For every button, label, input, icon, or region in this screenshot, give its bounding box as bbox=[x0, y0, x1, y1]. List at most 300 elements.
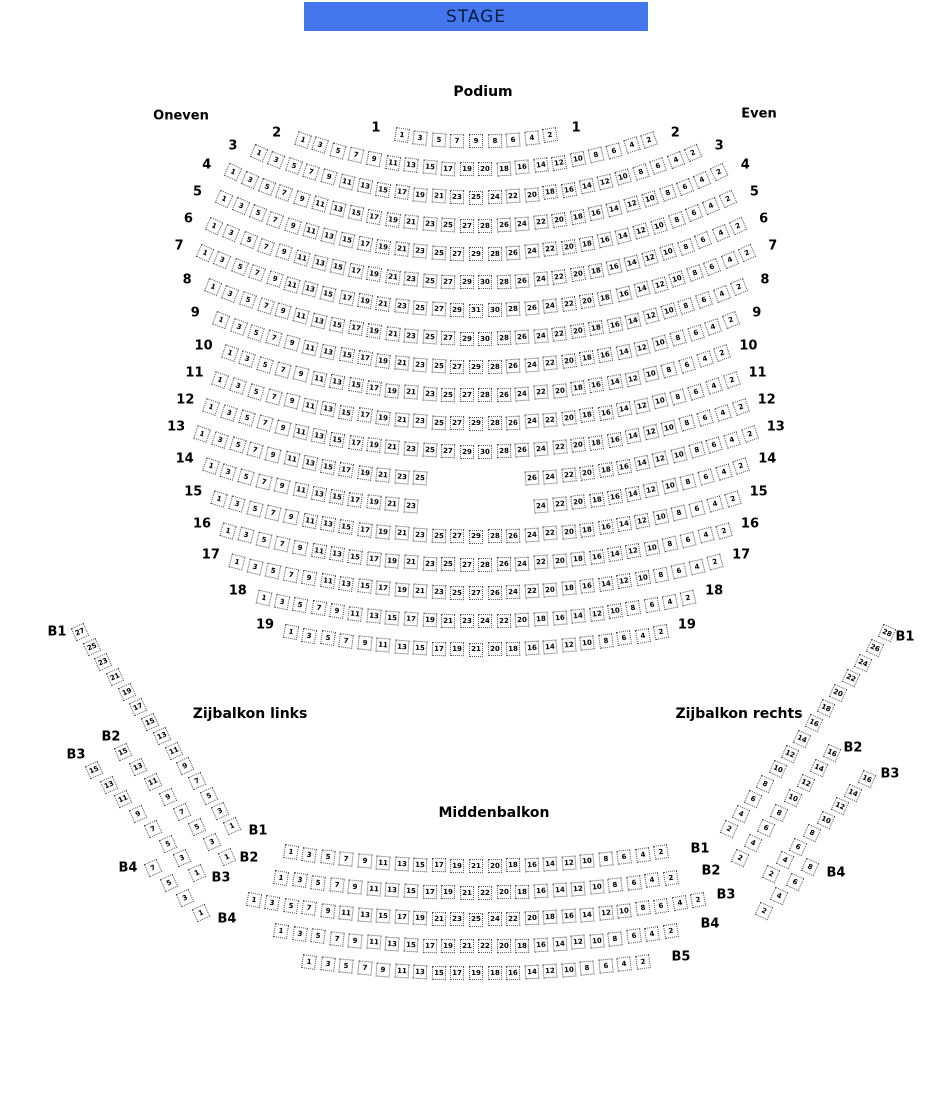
seat-podium-15-10[interactable]: 10 bbox=[652, 509, 669, 526]
seat-middenbalkon-B3-22[interactable]: 22 bbox=[506, 912, 520, 926]
seat-middenbalkon-B4-9[interactable]: 9 bbox=[348, 933, 363, 948]
seat-podium-8-30[interactable]: 30 bbox=[478, 332, 492, 346]
seat-podium-1-6[interactable]: 6 bbox=[506, 132, 521, 147]
seat-podium-15-28[interactable]: 28 bbox=[487, 529, 501, 543]
seat-podium-18-17[interactable]: 17 bbox=[403, 612, 418, 627]
seat-podium-5-20[interactable]: 20 bbox=[561, 239, 577, 255]
seat-podium-8-10[interactable]: 10 bbox=[660, 303, 677, 320]
seat-middenbalkon-B1-3[interactable]: 3 bbox=[301, 847, 317, 863]
seat-podium-6-1[interactable]: 1 bbox=[205, 216, 224, 235]
seat-podium-14-24[interactable]: 24 bbox=[534, 498, 549, 513]
seat-podium-5-27[interactable]: 27 bbox=[450, 246, 464, 260]
seat-podium-13-13[interactable]: 13 bbox=[301, 455, 318, 472]
seat-podium-8-17[interactable]: 17 bbox=[348, 320, 364, 336]
seat-podium-12-27[interactable]: 27 bbox=[441, 444, 455, 458]
seat-zijbalkon-links-B4-1[interactable]: 1 bbox=[192, 904, 210, 922]
seat-podium-12-12[interactable]: 12 bbox=[643, 424, 660, 441]
seat-podium-16-1[interactable]: 1 bbox=[219, 522, 236, 539]
seat-middenbalkon-B1-8[interactable]: 8 bbox=[598, 852, 613, 867]
seat-podium-10-25[interactable]: 25 bbox=[441, 387, 456, 402]
seat-podium-11-21[interactable]: 21 bbox=[394, 412, 409, 427]
seat-podium-5-25[interactable]: 25 bbox=[431, 245, 446, 260]
seat-podium-17-6[interactable]: 6 bbox=[671, 563, 688, 580]
seat-podium-7-31[interactable]: 31 bbox=[469, 304, 483, 318]
seat-podium-18-5[interactable]: 5 bbox=[292, 597, 308, 613]
seat-podium-18-23[interactable]: 23 bbox=[460, 614, 474, 628]
seat-podium-19-3[interactable]: 3 bbox=[301, 627, 317, 643]
seat-middenbalkon-B5-19[interactable]: 19 bbox=[469, 966, 483, 980]
seat-podium-1-4[interactable]: 4 bbox=[524, 130, 539, 145]
seat-podium-4-22[interactable]: 22 bbox=[533, 214, 548, 229]
seat-podium-10-26[interactable]: 26 bbox=[497, 387, 512, 402]
seat-zijbalkon-rechts-B2-6[interactable]: 6 bbox=[757, 819, 775, 837]
seat-podium-2-2[interactable]: 2 bbox=[640, 131, 658, 149]
seat-podium-10-6[interactable]: 6 bbox=[678, 356, 695, 373]
seat-podium-15-12[interactable]: 12 bbox=[634, 513, 650, 529]
seat-podium-8-12[interactable]: 12 bbox=[642, 308, 659, 325]
seat-middenbalkon-B4-6[interactable]: 6 bbox=[626, 929, 642, 945]
seat-zijbalkon-rechts-B1-4[interactable]: 4 bbox=[732, 805, 750, 823]
seat-podium-11-25[interactable]: 25 bbox=[431, 415, 446, 430]
seat-podium-10-9[interactable]: 9 bbox=[292, 366, 309, 383]
seat-podium-10-10[interactable]: 10 bbox=[643, 366, 660, 383]
seat-podium-4-2[interactable]: 2 bbox=[710, 163, 729, 182]
seat-zijbalkon-links-B1-5[interactable]: 5 bbox=[199, 787, 217, 805]
seat-podium-13-11[interactable]: 11 bbox=[283, 451, 300, 468]
seat-podium-2-17[interactable]: 17 bbox=[441, 161, 456, 176]
seat-middenbalkon-B5-13[interactable]: 13 bbox=[413, 965, 428, 980]
seat-podium-5-7[interactable]: 7 bbox=[266, 211, 284, 229]
seat-podium-5-17[interactable]: 17 bbox=[357, 236, 373, 252]
seat-podium-14-20[interactable]: 20 bbox=[570, 494, 586, 510]
seat-podium-8-13[interactable]: 13 bbox=[311, 312, 328, 329]
seat-podium-15-5[interactable]: 5 bbox=[247, 500, 264, 517]
seat-podium-4-25[interactable]: 25 bbox=[441, 218, 456, 233]
seat-podium-4-8[interactable]: 8 bbox=[659, 184, 677, 202]
seat-podium-10-23[interactable]: 23 bbox=[422, 386, 437, 401]
seat-podium-8-28[interactable]: 28 bbox=[497, 331, 512, 346]
seat-zijbalkon-links-B1-21[interactable]: 21 bbox=[106, 668, 124, 686]
seat-podium-13-15[interactable]: 15 bbox=[320, 459, 336, 475]
seat-podium-12-11[interactable]: 11 bbox=[292, 424, 309, 441]
seat-podium-12-23[interactable]: 23 bbox=[403, 442, 418, 457]
seat-podium-17-25[interactable]: 25 bbox=[450, 586, 464, 600]
seat-middenbalkon-B2-15[interactable]: 15 bbox=[404, 884, 419, 899]
seat-podium-12-4[interactable]: 4 bbox=[714, 404, 732, 422]
seat-podium-13-4[interactable]: 4 bbox=[723, 431, 741, 449]
seat-podium-9-27[interactable]: 27 bbox=[450, 360, 464, 374]
seat-middenbalkon-B2-14[interactable]: 14 bbox=[552, 883, 567, 898]
seat-podium-17-26[interactable]: 26 bbox=[487, 586, 501, 600]
seat-podium-11-15[interactable]: 15 bbox=[338, 405, 354, 421]
seat-zijbalkon-rechts-B2-12[interactable]: 12 bbox=[796, 774, 814, 792]
seat-podium-12-8[interactable]: 8 bbox=[679, 415, 696, 432]
seat-podium-15-29[interactable]: 29 bbox=[469, 530, 483, 544]
seat-podium-12-13[interactable]: 13 bbox=[311, 428, 327, 444]
seat-podium-16-18[interactable]: 18 bbox=[570, 551, 585, 566]
seat-middenbalkon-B5-18[interactable]: 18 bbox=[487, 966, 501, 980]
seat-middenbalkon-B3-16[interactable]: 16 bbox=[561, 909, 576, 924]
seat-middenbalkon-B2-7[interactable]: 7 bbox=[329, 877, 344, 892]
seat-podium-15-23[interactable]: 23 bbox=[413, 527, 428, 542]
seat-podium-9-25[interactable]: 25 bbox=[431, 359, 446, 374]
seat-podium-4-20[interactable]: 20 bbox=[551, 212, 567, 228]
seat-podium-2-16[interactable]: 16 bbox=[515, 160, 530, 175]
seat-podium-12-17[interactable]: 17 bbox=[348, 435, 364, 451]
seat-podium-12-16[interactable]: 16 bbox=[607, 432, 623, 448]
seat-podium-14-4[interactable]: 4 bbox=[715, 463, 732, 480]
seat-podium-6-28[interactable]: 28 bbox=[497, 274, 512, 289]
seat-middenbalkon-B4-7[interactable]: 7 bbox=[329, 931, 344, 946]
seat-zijbalkon-links-B3-11[interactable]: 11 bbox=[114, 790, 132, 808]
seat-middenbalkon-B2-22[interactable]: 22 bbox=[478, 886, 492, 900]
seat-podium-8-9[interactable]: 9 bbox=[275, 303, 292, 320]
seat-podium-18-2[interactable]: 2 bbox=[680, 589, 697, 606]
seat-middenbalkon-B1-17[interactable]: 17 bbox=[432, 858, 446, 872]
seat-podium-4-4[interactable]: 4 bbox=[693, 170, 711, 188]
seat-middenbalkon-B4-22[interactable]: 22 bbox=[478, 939, 492, 953]
seat-zijbalkon-rechts-B1-12[interactable]: 12 bbox=[781, 744, 799, 762]
seat-zijbalkon-rechts-B2-8[interactable]: 8 bbox=[770, 804, 788, 822]
seat-podium-18-24[interactable]: 24 bbox=[478, 614, 492, 628]
seat-podium-11-11[interactable]: 11 bbox=[302, 397, 319, 414]
seat-zijbalkon-links-B1-17[interactable]: 17 bbox=[129, 697, 147, 715]
seat-podium-4-12[interactable]: 12 bbox=[623, 196, 640, 213]
seat-zijbalkon-links-B1-23[interactable]: 23 bbox=[94, 653, 112, 671]
seat-middenbalkon-B5-17[interactable]: 17 bbox=[450, 966, 464, 980]
seat-podium-2-9[interactable]: 9 bbox=[366, 151, 382, 167]
seat-podium-15-21[interactable]: 21 bbox=[394, 526, 409, 541]
seat-podium-7-6[interactable]: 6 bbox=[703, 258, 721, 276]
seat-podium-8-19[interactable]: 19 bbox=[366, 323, 382, 339]
seat-podium-15-2[interactable]: 2 bbox=[724, 490, 741, 507]
seat-podium-17-13[interactable]: 13 bbox=[338, 576, 354, 592]
seat-podium-19-5[interactable]: 5 bbox=[320, 630, 336, 646]
seat-middenbalkon-B5-11[interactable]: 11 bbox=[394, 964, 409, 979]
seat-podium-9-5[interactable]: 5 bbox=[248, 324, 266, 342]
seat-zijbalkon-rechts-B3-14[interactable]: 14 bbox=[844, 783, 862, 801]
seat-podium-7-10[interactable]: 10 bbox=[669, 270, 687, 288]
seat-podium-7-22[interactable]: 22 bbox=[561, 296, 577, 312]
seat-podium-13-19[interactable]: 19 bbox=[357, 465, 373, 481]
seat-podium-3-9[interactable]: 9 bbox=[320, 169, 337, 186]
seat-zijbalkon-links-B1-9[interactable]: 9 bbox=[176, 757, 194, 775]
seat-podium-5-12[interactable]: 12 bbox=[633, 222, 650, 239]
seat-podium-2-1[interactable]: 1 bbox=[294, 131, 312, 149]
seat-podium-9-3[interactable]: 3 bbox=[230, 318, 248, 336]
seat-podium-5-23[interactable]: 23 bbox=[413, 244, 428, 259]
seat-podium-17-14[interactable]: 14 bbox=[598, 576, 614, 592]
seat-podium-2-8[interactable]: 8 bbox=[587, 147, 604, 164]
seat-podium-19-7[interactable]: 7 bbox=[338, 633, 354, 649]
seat-podium-18-13[interactable]: 13 bbox=[366, 608, 381, 623]
seat-podium-9-23[interactable]: 23 bbox=[413, 357, 428, 372]
seat-podium-13-24[interactable]: 24 bbox=[543, 469, 558, 484]
seat-podium-6-8[interactable]: 8 bbox=[677, 238, 695, 256]
seat-podium-3-25[interactable]: 25 bbox=[469, 191, 483, 205]
seat-middenbalkon-B1-15[interactable]: 15 bbox=[413, 857, 428, 872]
seat-podium-16-11[interactable]: 11 bbox=[311, 543, 327, 559]
seat-middenbalkon-B5-3[interactable]: 3 bbox=[320, 957, 336, 973]
seat-middenbalkon-B1-12[interactable]: 12 bbox=[561, 855, 576, 870]
seat-zijbalkon-rechts-B1-8[interactable]: 8 bbox=[756, 775, 774, 793]
seat-podium-4-21[interactable]: 21 bbox=[403, 214, 418, 229]
seat-podium-1-8[interactable]: 8 bbox=[487, 133, 502, 148]
seat-middenbalkon-B3-11[interactable]: 11 bbox=[338, 905, 353, 920]
seat-podium-6-10[interactable]: 10 bbox=[659, 244, 677, 262]
seat-middenbalkon-B3-8[interactable]: 8 bbox=[635, 901, 651, 917]
seat-podium-11-17[interactable]: 17 bbox=[357, 408, 373, 424]
seat-podium-8-8[interactable]: 8 bbox=[678, 297, 696, 315]
seat-podium-9-22[interactable]: 22 bbox=[543, 355, 558, 370]
seat-podium-8-14[interactable]: 14 bbox=[624, 312, 641, 329]
seat-podium-8-6[interactable]: 6 bbox=[695, 291, 713, 309]
seat-podium-16-20[interactable]: 20 bbox=[552, 553, 567, 568]
seat-podium-8-11[interactable]: 11 bbox=[293, 308, 310, 325]
seat-podium-18-3[interactable]: 3 bbox=[274, 593, 291, 610]
seat-podium-5-28[interactable]: 28 bbox=[487, 246, 501, 260]
seat-zijbalkon-links-B2-13[interactable]: 13 bbox=[129, 758, 147, 776]
seat-podium-16-22[interactable]: 22 bbox=[534, 555, 549, 570]
seat-zijbalkon-rechts-B3-2[interactable]: 2 bbox=[762, 865, 780, 883]
seat-middenbalkon-B3-19[interactable]: 19 bbox=[413, 911, 428, 926]
seat-podium-11-9[interactable]: 9 bbox=[283, 393, 300, 410]
seat-podium-15-20[interactable]: 20 bbox=[561, 524, 576, 539]
seat-podium-19-2[interactable]: 2 bbox=[653, 624, 669, 640]
seat-middenbalkon-B5-2[interactable]: 2 bbox=[635, 954, 651, 970]
seat-podium-8-4[interactable]: 4 bbox=[713, 285, 731, 303]
seat-middenbalkon-B1-14[interactable]: 14 bbox=[543, 856, 558, 871]
seat-zijbalkon-links-B2-7[interactable]: 7 bbox=[173, 803, 191, 821]
seat-podium-8-26[interactable]: 26 bbox=[515, 330, 530, 345]
seat-middenbalkon-B5-9[interactable]: 9 bbox=[376, 962, 391, 977]
seat-middenbalkon-B2-6[interactable]: 6 bbox=[626, 875, 642, 891]
seat-podium-13-26[interactable]: 26 bbox=[524, 471, 539, 486]
seat-podium-11-4[interactable]: 4 bbox=[705, 377, 723, 395]
seat-zijbalkon-rechts-B3-12[interactable]: 12 bbox=[830, 797, 848, 815]
seat-middenbalkon-B3-13[interactable]: 13 bbox=[357, 907, 372, 922]
seat-podium-13-5[interactable]: 5 bbox=[229, 436, 246, 453]
seat-middenbalkon-B2-18[interactable]: 18 bbox=[515, 885, 530, 900]
seat-podium-13-8[interactable]: 8 bbox=[688, 442, 705, 459]
seat-podium-11-7[interactable]: 7 bbox=[265, 388, 282, 405]
seat-podium-16-7[interactable]: 7 bbox=[274, 536, 291, 553]
seat-middenbalkon-B4-16[interactable]: 16 bbox=[534, 937, 549, 952]
seat-podium-12-15[interactable]: 15 bbox=[329, 432, 345, 448]
seat-podium-16-14[interactable]: 14 bbox=[607, 546, 623, 562]
seat-podium-16-16[interactable]: 16 bbox=[589, 549, 605, 565]
seat-podium-19-18[interactable]: 18 bbox=[506, 642, 521, 657]
seat-podium-9-19[interactable]: 19 bbox=[375, 353, 391, 369]
seat-podium-4-27[interactable]: 27 bbox=[460, 219, 474, 233]
seat-podium-14-18[interactable]: 18 bbox=[589, 492, 605, 508]
seat-podium-5-3[interactable]: 3 bbox=[231, 197, 249, 215]
seat-podium-5-29[interactable]: 29 bbox=[469, 247, 483, 261]
seat-podium-14-5[interactable]: 5 bbox=[238, 468, 255, 485]
seat-middenbalkon-B3-6[interactable]: 6 bbox=[653, 898, 669, 914]
seat-middenbalkon-B3-1[interactable]: 1 bbox=[246, 892, 262, 908]
seat-podium-7-30[interactable]: 30 bbox=[487, 303, 501, 317]
seat-zijbalkon-links-B2-1[interactable]: 1 bbox=[218, 848, 236, 866]
seat-podium-5-15[interactable]: 15 bbox=[338, 232, 355, 249]
seat-middenbalkon-B5-14[interactable]: 14 bbox=[524, 965, 539, 980]
seat-podium-14-12[interactable]: 12 bbox=[643, 482, 660, 499]
seat-podium-15-1[interactable]: 1 bbox=[211, 490, 228, 507]
seat-middenbalkon-B3-3[interactable]: 3 bbox=[264, 895, 280, 911]
seat-podium-10-20[interactable]: 20 bbox=[552, 383, 567, 398]
seat-podium-17-12[interactable]: 12 bbox=[616, 573, 632, 589]
seat-podium-8-27[interactable]: 27 bbox=[441, 331, 456, 346]
seat-podium-3-18[interactable]: 18 bbox=[542, 185, 558, 201]
seat-podium-12-25[interactable]: 25 bbox=[422, 443, 437, 458]
seat-podium-9-8[interactable]: 8 bbox=[669, 329, 686, 346]
seat-podium-14-16[interactable]: 16 bbox=[607, 489, 623, 505]
seat-podium-16-24[interactable]: 24 bbox=[515, 556, 530, 571]
seat-zijbalkon-rechts-B2-14[interactable]: 14 bbox=[810, 759, 828, 777]
seat-podium-6-11[interactable]: 11 bbox=[293, 249, 310, 266]
seat-podium-10-24[interactable]: 24 bbox=[515, 386, 530, 401]
seat-podium-12-26[interactable]: 26 bbox=[515, 443, 530, 458]
seat-middenbalkon-B4-21[interactable]: 21 bbox=[460, 939, 474, 953]
seat-podium-13-7[interactable]: 7 bbox=[247, 442, 264, 459]
seat-podium-5-18[interactable]: 18 bbox=[579, 236, 595, 252]
seat-podium-11-24[interactable]: 24 bbox=[524, 414, 539, 429]
seat-podium-11-1[interactable]: 1 bbox=[212, 371, 230, 389]
seat-zijbalkon-links-B3-15[interactable]: 15 bbox=[85, 761, 103, 779]
seat-podium-2-6[interactable]: 6 bbox=[605, 142, 622, 159]
seat-podium-17-8[interactable]: 8 bbox=[653, 567, 669, 583]
seat-podium-3-21[interactable]: 21 bbox=[431, 189, 446, 204]
seat-podium-16-19[interactable]: 19 bbox=[385, 553, 400, 568]
seat-middenbalkon-B5-12[interactable]: 12 bbox=[543, 964, 558, 979]
seat-podium-7-21[interactable]: 21 bbox=[375, 296, 391, 312]
seat-podium-19-4[interactable]: 4 bbox=[635, 627, 651, 643]
seat-podium-5-26[interactable]: 26 bbox=[506, 245, 521, 260]
seat-middenbalkon-B3-9[interactable]: 9 bbox=[320, 903, 336, 919]
seat-podium-19-20[interactable]: 20 bbox=[487, 642, 501, 656]
seat-podium-9-17[interactable]: 17 bbox=[357, 350, 373, 366]
seat-middenbalkon-B1-9[interactable]: 9 bbox=[357, 853, 372, 868]
seat-middenbalkon-B2-8[interactable]: 8 bbox=[607, 877, 622, 892]
seat-zijbalkon-rechts-B1-24[interactable]: 24 bbox=[853, 654, 871, 672]
seat-podium-14-10[interactable]: 10 bbox=[661, 478, 678, 495]
seat-middenbalkon-B3-15[interactable]: 15 bbox=[376, 909, 391, 924]
seat-podium-7-4[interactable]: 4 bbox=[721, 251, 739, 269]
seat-podium-6-26[interactable]: 26 bbox=[515, 273, 530, 288]
seat-podium-8-1[interactable]: 1 bbox=[204, 278, 222, 296]
seat-podium-8-22[interactable]: 22 bbox=[552, 326, 568, 342]
seat-zijbalkon-rechts-B2-16[interactable]: 16 bbox=[823, 744, 841, 762]
seat-podium-11-29[interactable]: 29 bbox=[469, 417, 483, 431]
seat-middenbalkon-B3-18[interactable]: 18 bbox=[543, 910, 558, 925]
seat-middenbalkon-B3-17[interactable]: 17 bbox=[394, 910, 409, 925]
seat-podium-9-12[interactable]: 12 bbox=[633, 339, 650, 356]
seat-podium-7-23[interactable]: 23 bbox=[394, 299, 409, 314]
seat-zijbalkon-links-B1-25[interactable]: 25 bbox=[82, 638, 100, 656]
seat-zijbalkon-links-B3-1[interactable]: 1 bbox=[188, 864, 206, 882]
seat-podium-10-11[interactable]: 11 bbox=[311, 370, 328, 387]
seat-podium-6-23[interactable]: 23 bbox=[403, 271, 418, 286]
seat-podium-7-25[interactable]: 25 bbox=[413, 301, 428, 316]
seat-zijbalkon-links-B1-27[interactable]: 27 bbox=[71, 623, 89, 641]
seat-podium-13-16[interactable]: 16 bbox=[616, 459, 632, 475]
seat-podium-5-22[interactable]: 22 bbox=[542, 242, 558, 258]
seat-podium-5-21[interactable]: 21 bbox=[394, 242, 410, 258]
seat-podium-13-9[interactable]: 9 bbox=[265, 446, 282, 463]
seat-podium-14-2[interactable]: 2 bbox=[732, 457, 750, 475]
seat-podium-17-9[interactable]: 9 bbox=[301, 570, 317, 586]
seat-podium-18-18[interactable]: 18 bbox=[534, 612, 549, 627]
seat-podium-18-4[interactable]: 4 bbox=[662, 593, 679, 610]
seat-podium-6-18[interactable]: 18 bbox=[588, 263, 604, 279]
seat-middenbalkon-B2-12[interactable]: 12 bbox=[571, 881, 586, 896]
seat-podium-3-22[interactable]: 22 bbox=[506, 189, 521, 204]
seat-zijbalkon-links-B1-7[interactable]: 7 bbox=[188, 772, 206, 790]
seat-podium-6-12[interactable]: 12 bbox=[642, 249, 659, 266]
seat-podium-10-7[interactable]: 7 bbox=[274, 361, 291, 378]
seat-middenbalkon-B4-17[interactable]: 17 bbox=[422, 938, 437, 953]
seat-podium-11-10[interactable]: 10 bbox=[652, 393, 669, 410]
seat-zijbalkon-links-B1-3[interactable]: 3 bbox=[211, 802, 229, 820]
seat-podium-15-19[interactable]: 19 bbox=[375, 524, 390, 539]
seat-middenbalkon-B3-7[interactable]: 7 bbox=[301, 901, 317, 917]
seat-podium-14-17[interactable]: 17 bbox=[348, 492, 364, 508]
seat-podium-8-5[interactable]: 5 bbox=[239, 291, 257, 309]
seat-podium-18-15[interactable]: 15 bbox=[385, 610, 400, 625]
seat-podium-6-9[interactable]: 9 bbox=[275, 244, 293, 262]
seat-podium-13-6[interactable]: 6 bbox=[706, 436, 723, 453]
seat-zijbalkon-rechts-B1-20[interactable]: 20 bbox=[829, 684, 847, 702]
seat-podium-12-24[interactable]: 24 bbox=[533, 442, 548, 457]
seat-podium-2-20[interactable]: 20 bbox=[478, 162, 492, 176]
seat-podium-4-9[interactable]: 9 bbox=[293, 190, 311, 208]
seat-podium-15-4[interactable]: 4 bbox=[706, 495, 723, 512]
seat-podium-16-28[interactable]: 28 bbox=[478, 558, 492, 572]
seat-middenbalkon-B2-16[interactable]: 16 bbox=[534, 884, 549, 899]
seat-podium-16-27[interactable]: 27 bbox=[460, 558, 474, 572]
seat-podium-10-12[interactable]: 12 bbox=[625, 370, 642, 387]
seat-podium-2-4[interactable]: 4 bbox=[623, 137, 641, 155]
seat-podium-7-18[interactable]: 18 bbox=[597, 289, 613, 305]
seat-podium-19-11[interactable]: 11 bbox=[376, 638, 391, 653]
seat-podium-16-17[interactable]: 17 bbox=[366, 551, 381, 566]
seat-podium-5-14[interactable]: 14 bbox=[615, 227, 632, 244]
seat-podium-19-1[interactable]: 1 bbox=[283, 624, 299, 640]
seat-podium-18-16[interactable]: 16 bbox=[552, 610, 567, 625]
seat-middenbalkon-B4-4[interactable]: 4 bbox=[644, 926, 660, 942]
seat-podium-10-3[interactable]: 3 bbox=[238, 351, 256, 369]
seat-podium-6-2[interactable]: 2 bbox=[728, 216, 747, 235]
seat-zijbalkon-links-B4-7[interactable]: 7 bbox=[144, 859, 162, 877]
seat-zijbalkon-rechts-B1-10[interactable]: 10 bbox=[768, 759, 786, 777]
seat-podium-9-21[interactable]: 21 bbox=[394, 355, 409, 370]
seat-podium-19-17[interactable]: 17 bbox=[432, 642, 447, 657]
seat-middenbalkon-B2-9[interactable]: 9 bbox=[348, 879, 363, 894]
seat-podium-17-16[interactable]: 16 bbox=[580, 579, 596, 595]
seat-podium-12-5[interactable]: 5 bbox=[238, 410, 255, 427]
seat-middenbalkon-B2-2[interactable]: 2 bbox=[662, 870, 678, 886]
seat-podium-5-10[interactable]: 10 bbox=[650, 217, 668, 235]
seat-podium-18-20[interactable]: 20 bbox=[515, 613, 530, 628]
seat-podium-15-27[interactable]: 27 bbox=[450, 529, 464, 543]
seat-podium-9-9[interactable]: 9 bbox=[284, 335, 301, 352]
seat-middenbalkon-B4-18[interactable]: 18 bbox=[515, 938, 530, 953]
seat-podium-7-19[interactable]: 19 bbox=[357, 293, 373, 309]
seat-podium-10-18[interactable]: 18 bbox=[570, 380, 586, 396]
seat-podium-18-9[interactable]: 9 bbox=[329, 603, 345, 619]
seat-podium-6-6[interactable]: 6 bbox=[694, 231, 712, 249]
seat-podium-17-1[interactable]: 1 bbox=[228, 554, 245, 571]
